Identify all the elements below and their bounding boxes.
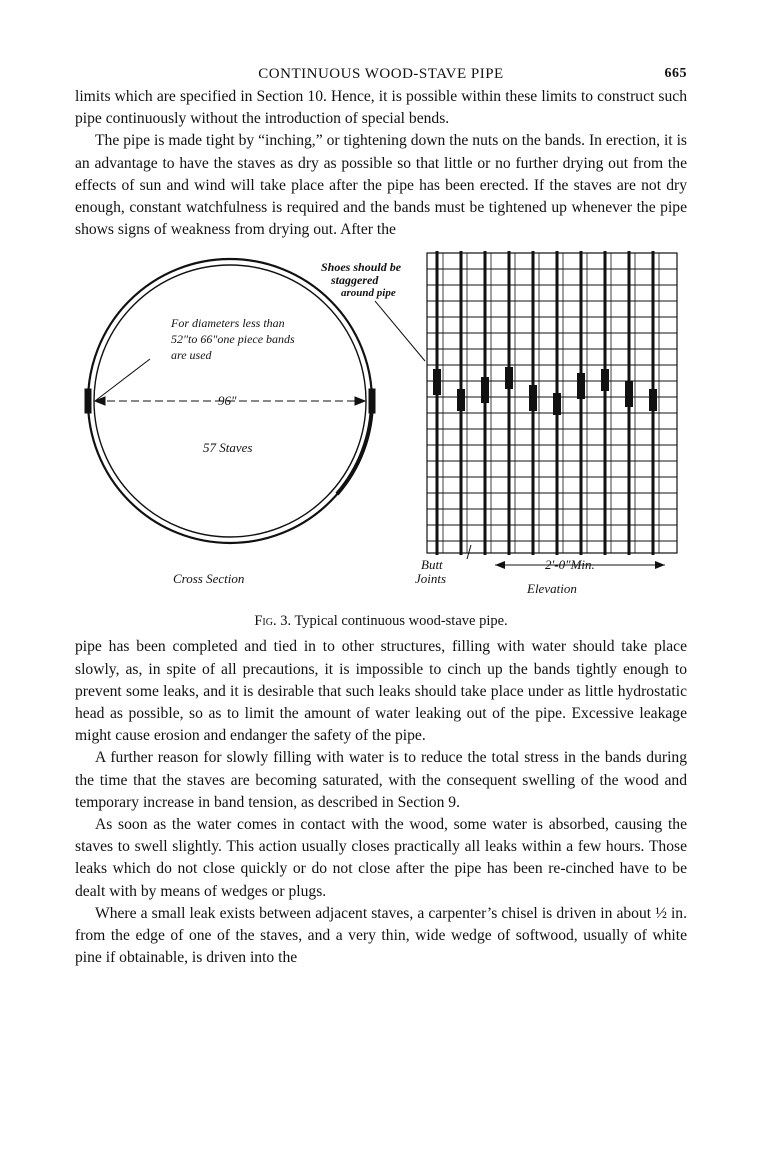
- caption-label: Fig. 3.: [254, 613, 292, 630]
- label-elevation: Elevation: [527, 581, 577, 597]
- paragraph-2: The pipe is made tight by “inching,” or tightening down the nuts on the bands. In erection, it is an advantage to have the staves as dry as possible so that little or no further drying out from the effects of sun and wind will take place after the pipe has been erected. If the staves are not dry enough, constant watchfulness is required and the bands must be tightened up whenever the pipe shows signs of weakness from drying out. After the: [75, 132, 687, 239]
- caption-text: Typical continuous wood-stave pipe.: [294, 613, 508, 630]
- dimension-arrow-left: [95, 397, 105, 405]
- paragraph-5: As soon as the water comes in contact with the wood, some water is absorbed, causing the staves to swell slightly. This action usually closes practically all leaks within a few hours. Those leaks which do not close quickly or do not close after the pipe has been re-cinched have to be dealt with by means of wedges or plugs.: [75, 816, 687, 900]
- paragraph-1: limits which are specified in Section 10. Hence, it is possible within these limits to construct such pipe continuously without the introduction of special bends.: [75, 88, 687, 128]
- elevation-drawing: [427, 251, 677, 569]
- running-title: CONTINUOUS WOOD-STAVE PIPE: [258, 66, 504, 82]
- book-page: [75, 62, 687, 969]
- figure-wood-stave-pipe: [75, 249, 687, 609]
- label-butt: Butt: [421, 557, 443, 573]
- paragraph-3: pipe has been completed and tied in to other structures, filling with water should take place slowly, as, in spite of all precautions, it is impossible to cinch up the bands tightly enough to prevent some leaks, and it is desirable that such leaks should take place under as little hydrostatic head as possible, so as to limit the amount of water leaking out of the pipe. Excessive leakage might cause erosion and endanger the safety of the pipe.: [75, 638, 687, 745]
- band-hatch: [337, 401, 372, 494]
- page-number: 665: [664, 66, 687, 81]
- label-diameter-2: 52"to 66"one piece bands: [171, 332, 295, 347]
- leader-line-diameter: [95, 359, 150, 401]
- figure-caption: [75, 613, 687, 630]
- label-staves: 57 Staves: [203, 440, 253, 456]
- label-around: around pipe: [341, 287, 396, 300]
- page-header: [75, 62, 687, 86]
- label-staggered: staggered: [331, 273, 379, 288]
- leader-line-shoes: [375, 301, 425, 361]
- dimension-arrow-right: [355, 397, 365, 405]
- pipe-drawing: [75, 249, 687, 609]
- label-cross-section: Cross Section: [173, 571, 245, 587]
- label-dimension: 96": [218, 393, 237, 409]
- label-joints: Joints: [415, 571, 447, 587]
- cross-section-labels: [170, 260, 402, 586]
- min-arrow-right: [655, 561, 665, 569]
- min-arrow-left: [495, 561, 505, 569]
- paragraph-6: Where a small leak exists between adjacent staves, a carpenter’s chisel is driven in about ½ in. from the edge of one of the staves, and a very thin, wide wedge of softwood, usually of white pine if obtainable, is driven into the: [75, 904, 687, 967]
- label-min: 2'-0"Min.: [545, 557, 595, 573]
- label-diameter-1: For diameters less than: [171, 316, 285, 331]
- label-shoes: Shoes should be: [321, 260, 402, 275]
- label-diameter-3: are used: [171, 348, 212, 363]
- butt-joint-leader: [467, 545, 471, 559]
- paragraph-4: A further reason for slowly filling with water is to reduce the total stress in the bands during the time that the staves are becoming saturated, with the consequent swelling of the wood and temporary increase in band tension, as described in Section 9.: [75, 749, 687, 811]
- band-hatch-lower: [225, 484, 345, 543]
- cross-section-drawing: [85, 259, 425, 543]
- band-shoe-right: [369, 389, 375, 413]
- band-shoe-left: [85, 389, 91, 413]
